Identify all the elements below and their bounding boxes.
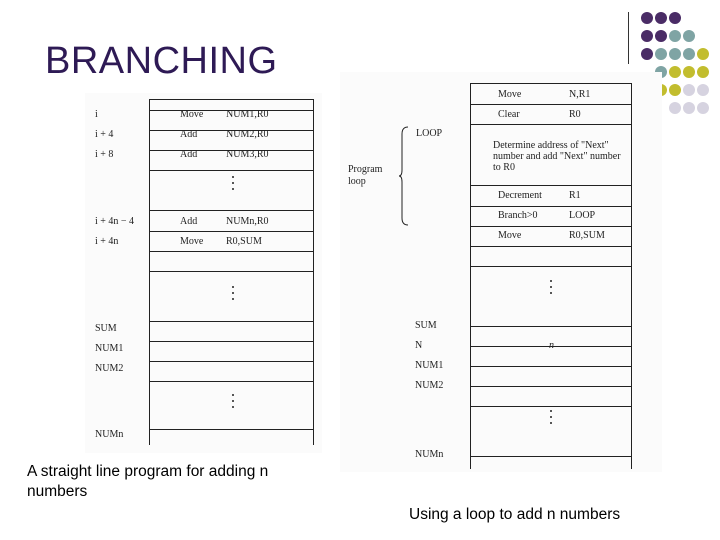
memory-cell bbox=[150, 321, 313, 322]
instruction-op: Branch>0 bbox=[498, 210, 538, 221]
data-label: NUM1 bbox=[95, 343, 124, 354]
memory-cell bbox=[150, 251, 313, 252]
data-label: SUM bbox=[415, 320, 437, 331]
memory-cell bbox=[471, 386, 631, 387]
instruction-operands: NUMn,R0 bbox=[226, 216, 269, 227]
decor-dot bbox=[697, 84, 709, 96]
loop-program-figure bbox=[340, 72, 662, 472]
instruction-op: Move bbox=[180, 109, 204, 120]
instruction-op: Add bbox=[180, 149, 198, 160]
memory-cell bbox=[471, 246, 631, 247]
address-label: i + 4 bbox=[95, 129, 114, 140]
slide-title: BRANCHING bbox=[45, 40, 278, 82]
decor-dot bbox=[669, 12, 681, 24]
address-label: i + 4n − 4 bbox=[95, 216, 135, 227]
memory-cell bbox=[150, 361, 313, 362]
n-value: n bbox=[549, 340, 554, 351]
decor-dot bbox=[655, 48, 667, 60]
instruction-operands: N,R1 bbox=[569, 89, 591, 100]
memory-cell bbox=[471, 83, 631, 84]
instruction-operands: R1 bbox=[569, 190, 581, 201]
data-label: N bbox=[415, 340, 423, 351]
memory-cell bbox=[150, 170, 313, 171]
decor-dot bbox=[669, 66, 681, 78]
data-label: NUM2 bbox=[415, 380, 444, 391]
instruction-operands: R0,SUM bbox=[569, 230, 605, 241]
ellipsis-dots bbox=[232, 176, 234, 194]
instruction-op: Determine address of "Next" number and add "Next" number to R0 bbox=[493, 140, 621, 173]
data-label: NUM2 bbox=[95, 363, 124, 374]
instruction-op: Move bbox=[180, 236, 204, 247]
decor-dot bbox=[641, 12, 653, 24]
instruction-op: Add bbox=[180, 129, 198, 140]
decor-dot bbox=[683, 48, 695, 60]
decor-dot bbox=[697, 66, 709, 78]
decor-dot bbox=[683, 84, 695, 96]
memory-cell bbox=[471, 226, 631, 227]
memory-cell bbox=[471, 456, 631, 457]
decor-dot bbox=[655, 30, 667, 42]
memory-cell bbox=[471, 124, 631, 125]
decor-dot bbox=[683, 30, 695, 42]
decor-dot bbox=[697, 48, 709, 60]
address-label: i + 4n bbox=[95, 236, 119, 247]
data-label: NUMn bbox=[415, 449, 444, 460]
decor-dot bbox=[669, 84, 681, 96]
ellipsis-dots bbox=[232, 286, 234, 304]
memory-cell bbox=[150, 271, 313, 272]
decor-dot bbox=[655, 12, 667, 24]
memory-cell bbox=[471, 366, 631, 367]
ellipsis-dots bbox=[550, 280, 552, 298]
memory-cell bbox=[150, 429, 313, 430]
decor-dot bbox=[683, 66, 695, 78]
ellipsis-dots bbox=[550, 410, 552, 428]
address-label: i + 8 bbox=[95, 149, 114, 160]
instruction-op: Add bbox=[180, 216, 198, 227]
data-label: NUM1 bbox=[415, 360, 444, 371]
memory-cell bbox=[471, 266, 631, 267]
address-label: i bbox=[95, 109, 98, 120]
instruction-op: Move bbox=[498, 89, 522, 100]
instruction-op: Move bbox=[498, 230, 522, 241]
data-label: NUMn bbox=[95, 429, 124, 440]
memory-cell bbox=[471, 326, 631, 327]
ellipsis-dots bbox=[232, 394, 234, 412]
instruction-operands: R0,SUM bbox=[226, 236, 262, 247]
memory-cell bbox=[150, 210, 313, 211]
memory-cell bbox=[471, 206, 631, 207]
caption-straight-line: A straight line program for adding n numbers bbox=[27, 463, 269, 500]
memory-cell bbox=[471, 406, 631, 407]
memory-cell bbox=[471, 185, 631, 186]
straight-line-program-figure bbox=[85, 93, 322, 453]
memory-cell bbox=[471, 104, 631, 105]
instruction-operands: R0 bbox=[569, 109, 581, 120]
instruction-operands: NUM3,R0 bbox=[226, 149, 269, 160]
loop-label: LOOP bbox=[416, 128, 443, 139]
decor-dot bbox=[669, 48, 681, 60]
memory-cell bbox=[150, 381, 313, 382]
instruction-op: Clear bbox=[498, 109, 520, 120]
program-loop-label: Program loop bbox=[348, 164, 383, 187]
data-label: SUM bbox=[95, 323, 117, 334]
instruction-operands: NUM2,R0 bbox=[226, 129, 269, 140]
decor-dot bbox=[641, 30, 653, 42]
title-divider bbox=[628, 12, 629, 64]
decor-dot bbox=[683, 102, 695, 114]
memory-cell bbox=[150, 99, 313, 100]
decor-dot bbox=[669, 102, 681, 114]
memory-cell bbox=[150, 341, 313, 342]
decor-dot bbox=[641, 48, 653, 60]
memory-cell bbox=[150, 231, 313, 232]
program-loop-brace bbox=[398, 126, 410, 226]
instruction-operands: LOOP bbox=[569, 210, 596, 221]
instruction-operands: NUM1,R0 bbox=[226, 109, 269, 120]
instruction-op: Decrement bbox=[498, 190, 542, 201]
caption-loop: Using a loop to add n numbers bbox=[409, 506, 621, 523]
decor-dot bbox=[669, 30, 681, 42]
decor-dot bbox=[697, 102, 709, 114]
